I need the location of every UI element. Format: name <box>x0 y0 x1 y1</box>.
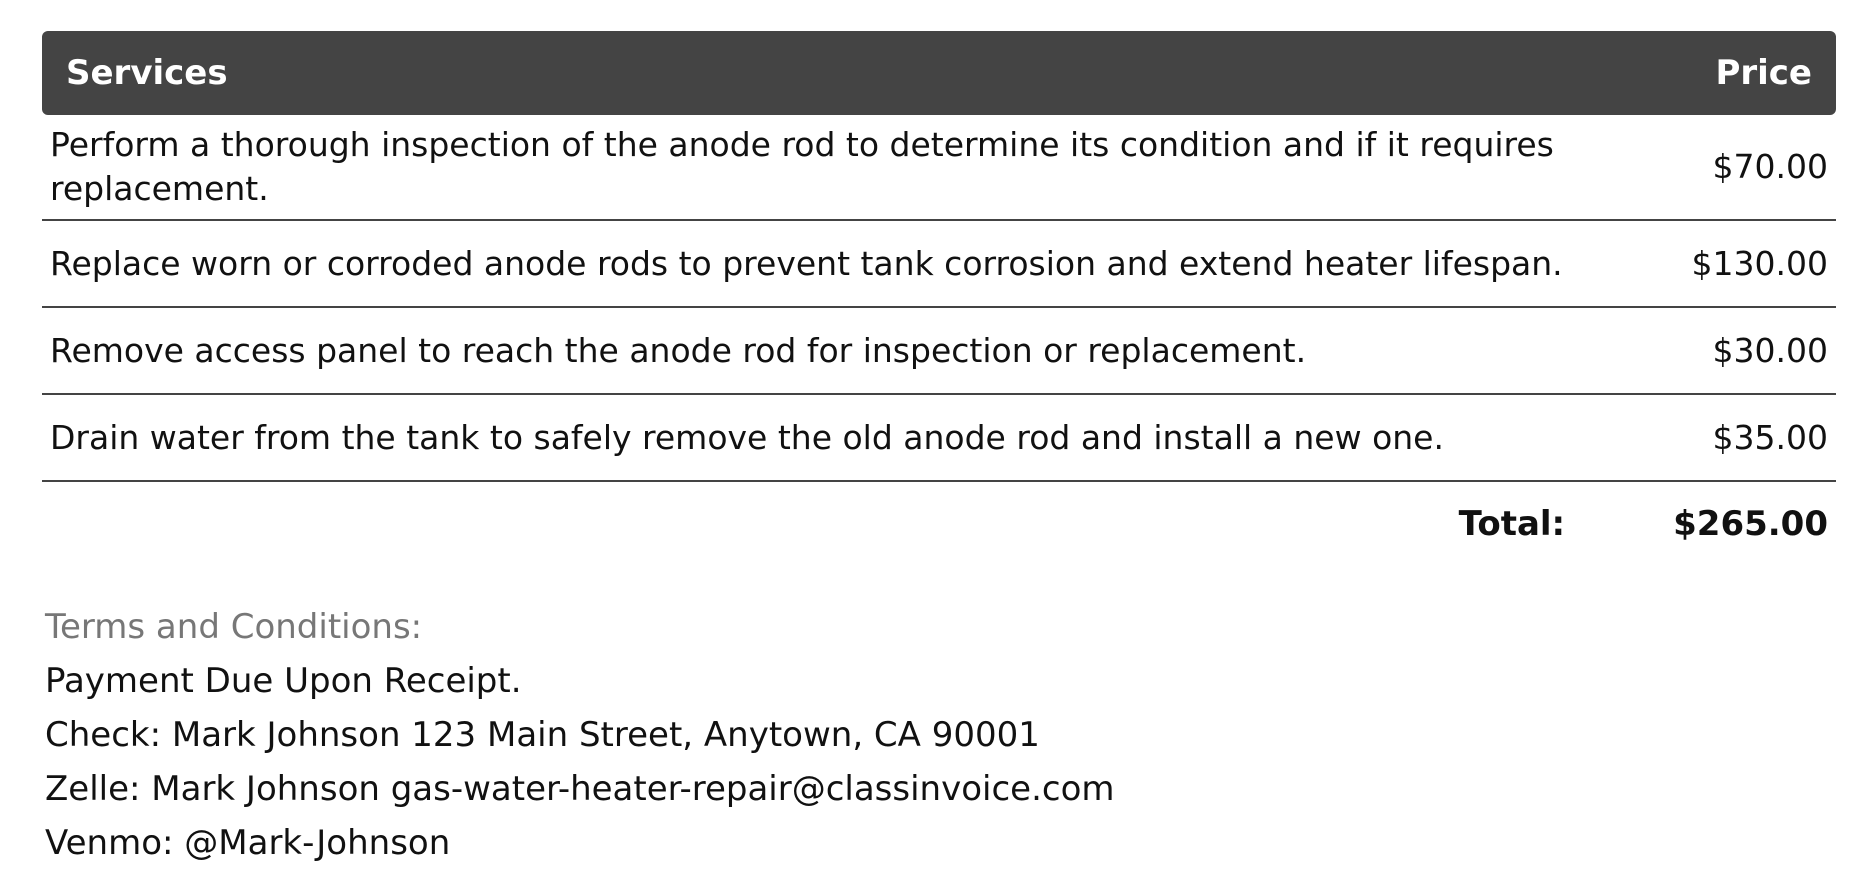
service-price: $35.00 <box>1712 417 1828 457</box>
total-label: Total: <box>1458 504 1566 544</box>
terms-line: Payment Due Upon Receipt. <box>45 661 522 701</box>
service-description: Perform a thorough inspection of the anode rod to determine its condition and if it requires replacement. <box>50 125 1554 208</box>
service-price: $130.00 <box>1691 243 1828 283</box>
table-row <box>42 221 1836 308</box>
terms-line: Venmo: @Mark-Johnson <box>45 823 451 863</box>
terms-title: Terms and Conditions: <box>45 607 423 647</box>
total-row <box>42 482 1836 566</box>
service-price: $30.00 <box>1712 330 1828 370</box>
services-table <box>42 31 1836 566</box>
price-column-header: Price <box>1715 53 1812 93</box>
services-column-header: Services <box>66 53 228 93</box>
service-description: Drain water from the tank to safely remove the old anode rod and install a new one. <box>50 417 1444 457</box>
service-description: Replace worn or corroded anode rods to prevent tank corrosion and extend heater lifespan. <box>50 243 1563 283</box>
total-value: $265.00 <box>1673 504 1828 544</box>
service-description: Remove access panel to reach the anode rod for inspection or replacement. <box>50 330 1307 370</box>
service-price: $70.00 <box>1712 147 1828 186</box>
table-row <box>42 308 1836 395</box>
terms-section <box>45 600 1115 870</box>
table-row <box>42 115 1836 221</box>
terms-line: Check: Mark Johnson 123 Main Street, Anytown, CA 90001 <box>45 715 1040 755</box>
terms-line: Zelle: Mark Johnson gas-water-heater-repair@classinvoice.com <box>45 769 1115 809</box>
table-header <box>42 31 1836 115</box>
table-row <box>42 395 1836 482</box>
